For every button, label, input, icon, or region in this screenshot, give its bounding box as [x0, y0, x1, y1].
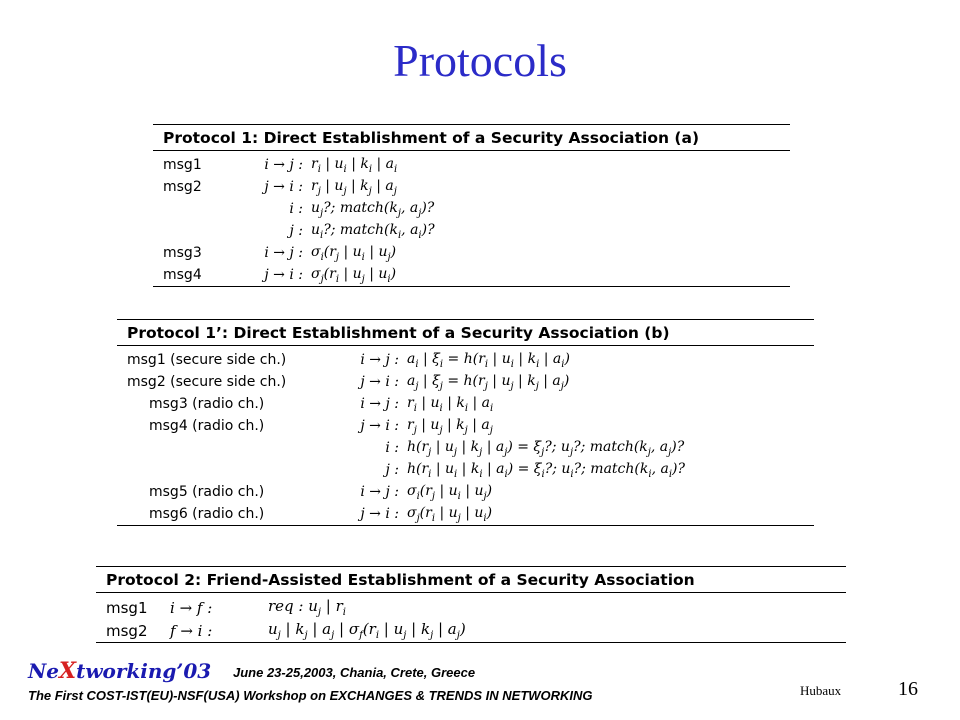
- table-row: [153, 264, 790, 287]
- protocol-title: Protocol 1’: Direct Establishment of a Security Association (b): [117, 319, 814, 346]
- logo-prefix: Ne: [28, 659, 60, 683]
- msg-label: [117, 459, 347, 481]
- table-row: [153, 176, 790, 198]
- table-row: [117, 371, 814, 393]
- direction: i → j :: [360, 352, 399, 368]
- message-content: $u_j$?; $match(k_j$, $a_j$)?: [311, 199, 435, 219]
- table-row: [117, 346, 814, 371]
- logo-suffix: tworking’03: [76, 659, 212, 683]
- direction: j → i :: [264, 267, 303, 283]
- protocol-1b-box: [117, 319, 814, 526]
- table-row: [96, 619, 846, 643]
- table-row: [153, 220, 790, 242]
- direction: i → j :: [264, 157, 303, 173]
- msg-label: msg4: [163, 267, 202, 283]
- footer-workshop-name: The First COST-IST(EU)-NSF(USA) Workshop on EXCHANGES & TRENDS IN NETWORKING: [28, 688, 593, 703]
- protocol-title: Protocol 2: Friend-Assisted Establishment of a Security Association: [96, 566, 846, 593]
- logo-x: X: [59, 658, 77, 684]
- message-content: $a_j$ | $\xi_j = h(r_j$ | $u_j$ | $k_j$ | $a_j$): [407, 372, 570, 392]
- table-row: [117, 481, 814, 503]
- message-content: $a_i$ | $\xi_i = h(r_i$ | $u_i$ | $k_i$ | $a_i$): [407, 350, 570, 370]
- message-content: $\sigma_i(r_j$ | $u_i$ | $u_j$): [407, 482, 493, 502]
- table-row: [117, 415, 814, 437]
- message-content: $r_j$ | $u_j$ | $k_j$ | $a_j$: [311, 177, 397, 197]
- message-content: $\sigma_i(r_j$ | $u_i$ | $u_j$): [311, 243, 397, 263]
- message-content: $h(r_j$ | $u_j$ | $k_j$ | $a_j) = \xi_j$?; $u_j$?; $match(k_j$, $a_j$)?: [407, 438, 685, 458]
- table-row: [153, 151, 790, 176]
- direction: j :: [385, 462, 399, 478]
- message-content: $r_i$ | $u_i$ | $k_i$ | $a_i$: [311, 155, 398, 175]
- table-row: [96, 593, 846, 619]
- table-row: [117, 393, 814, 415]
- protocol-table: [153, 151, 790, 287]
- msg-label: msg1: [106, 598, 148, 617]
- message-content: $u_j$ | $k_j$ | $a_j$ | $\sigma_f(r_i$ | $u_j$ | $k_j$ | $a_j$): [268, 620, 466, 641]
- direction: f → i :: [170, 621, 213, 640]
- msg-label: msg2: [106, 621, 148, 640]
- message-content: $h(r_i$ | $u_i$ | $k_i$ | $a_i) = \xi_i$?; $u_i$?; $match(k_i$, $a_i$)?: [407, 460, 685, 480]
- msg-label: [117, 437, 347, 459]
- table-row: [117, 503, 814, 526]
- direction: i :: [289, 201, 303, 217]
- protocol-2-box: [96, 566, 846, 643]
- direction: i → f :: [170, 598, 213, 617]
- message-content: $\sigma_j(r_i$ | $u_j$ | $u_i$): [311, 265, 397, 285]
- direction: i :: [385, 440, 399, 456]
- msg-label: msg2: [163, 179, 202, 195]
- footer-date-place: June 23-25,2003, Chania, Crete, Greece: [233, 665, 476, 680]
- networking03-logo: [28, 658, 211, 684]
- page-number: 16: [898, 678, 918, 700]
- msg-label: msg1 (secure side ch.): [127, 352, 287, 368]
- slide-title: Protocols: [393, 35, 567, 86]
- direction: j → i :: [360, 374, 399, 390]
- msg-label: msg3 (radio ch.): [149, 396, 265, 412]
- msg-label: msg4 (radio ch.): [149, 418, 265, 434]
- msg-label: [153, 198, 251, 220]
- table-row: [117, 459, 814, 481]
- msg-label: [153, 220, 251, 242]
- message-content: $r_i$ | $u_i$ | $k_i$ | $a_i$: [407, 394, 494, 414]
- protocol-1-box: [153, 124, 790, 287]
- direction: i → j :: [360, 484, 399, 500]
- table-row: [117, 437, 814, 459]
- message-content: $u_i$?; $match(k_i$, $a_i$)?: [311, 221, 435, 241]
- msg-label: msg6 (radio ch.): [149, 506, 265, 522]
- message-content: $\sigma_j(r_i$ | $u_j$ | $u_i$): [407, 504, 493, 524]
- table-row: [153, 198, 790, 220]
- direction: j :: [289, 223, 303, 239]
- protocol-table: [117, 346, 814, 526]
- protocol-table: [96, 593, 846, 643]
- direction: i → j :: [264, 245, 303, 261]
- protocol-title: Protocol 1: Direct Establishment of a Security Association (a): [153, 124, 790, 151]
- direction: j → i :: [360, 418, 399, 434]
- table-row: [153, 242, 790, 264]
- direction: j → i :: [360, 506, 399, 522]
- footer-author: Hubaux: [800, 683, 842, 698]
- message-content: req : $u_j$ | $r_i$: [268, 597, 346, 618]
- direction: j → i :: [264, 179, 303, 195]
- message-content: $r_j$ | $u_j$ | $k_j$ | $a_j$: [407, 416, 493, 436]
- msg-label: msg3: [163, 245, 202, 261]
- direction: i → j :: [360, 396, 399, 412]
- msg-label: msg2 (secure side ch.): [127, 374, 287, 390]
- msg-label: msg5 (radio ch.): [149, 484, 265, 500]
- msg-label: msg1: [163, 157, 202, 173]
